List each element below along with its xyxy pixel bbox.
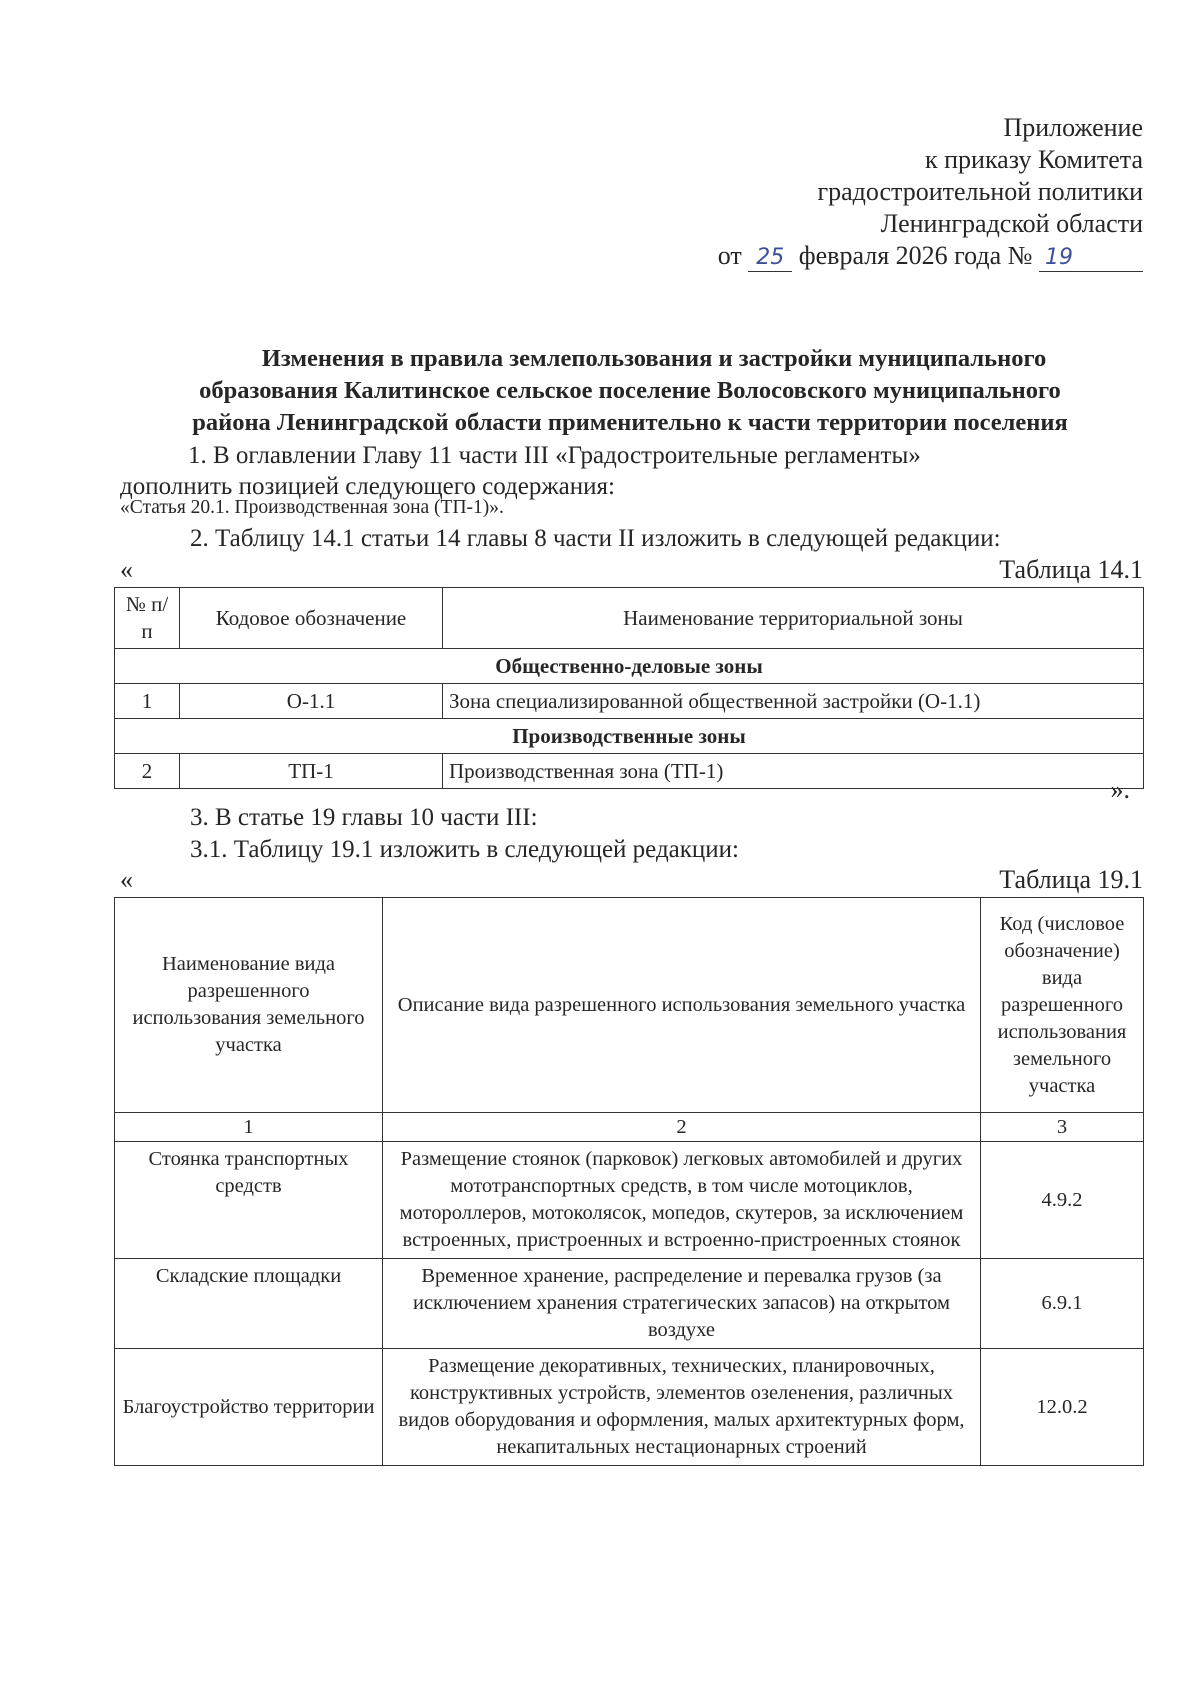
table-14-1 — [114, 587, 1144, 789]
cell-use-description: Размещение стоянок (парковок) легковых автомобилей и других мототранспортных средств, в том числе мотоциклов, мотороллеров, мотоколясок, мопедов, скутеров, за исключением встроенных, пристроенных и встроенно-пристроенных стоянок — [383, 1142, 981, 1259]
header-cell: Наименование территориальной зоны — [443, 588, 1144, 649]
cell-code: О-1.1 — [180, 684, 443, 719]
cell-num: 1 — [115, 684, 180, 719]
table-group-row — [115, 719, 1144, 754]
title-line: образования Калитинское сельское поселение Волосовского муниципального — [199, 377, 1061, 404]
header-line: градостроительной политики — [817, 177, 1143, 206]
header-cell: Наименование вида разрешенного использования земельного участка — [115, 898, 383, 1113]
header-date-line — [718, 240, 1143, 272]
header-cell: Кодовое обозначение — [180, 588, 443, 649]
cell-use-name: Складские площадки — [115, 1259, 383, 1349]
header-line: Приложение — [1003, 113, 1143, 142]
date-text: февраля 2026 года № — [798, 241, 1033, 270]
group-cell: Производственные зоны — [115, 719, 1144, 754]
title-line: района Ленинградской области применительно к части территории поселения — [192, 409, 1068, 436]
paragraph-3: 3. В статье 19 главы 10 части III: — [190, 804, 538, 831]
inserted-article-line: «Статья 20.1. Производственная зона (ТП-1)». — [120, 497, 504, 518]
header-cell: № п/п — [115, 588, 180, 649]
cell-use-name: Благоустройство территории — [115, 1349, 383, 1466]
cell-use-code: 4.9.2 — [981, 1142, 1144, 1259]
header-line: Ленинградской области — [880, 209, 1143, 238]
close-quote: ». — [1110, 775, 1130, 804]
table-row — [115, 684, 1144, 719]
cell-name: Производственная зона (ТП-1) — [443, 754, 1144, 789]
table-row — [115, 1142, 1144, 1259]
cell-name: Зона специализированной общественной застройки (О-1.1) — [443, 684, 1144, 719]
column-number: 1 — [115, 1113, 383, 1142]
cell-num: 2 — [115, 754, 180, 789]
cell-code: ТП-1 — [180, 754, 443, 789]
appendix-header — [718, 112, 1143, 272]
header-line: к приказу Комитета — [924, 145, 1143, 174]
date-prefix: от — [717, 241, 742, 270]
paragraph-2: 2. Таблицу 14.1 статьи 14 главы 8 части II изложить в следующей редакции: — [190, 525, 1001, 552]
table-19-1 — [114, 897, 1144, 1466]
document-title — [110, 343, 1150, 439]
table-header-row — [115, 898, 1144, 1113]
table-group-row — [115, 649, 1144, 684]
paragraph-text-cont: дополнить позицией следующего содержания: — [120, 473, 615, 500]
column-number: 2 — [383, 1113, 981, 1142]
header-cell: Код (числовое обозначение) вида разрешенного использования земельного участка — [981, 898, 1144, 1113]
handwritten-order-number: 19 — [1039, 245, 1143, 272]
table-19-caption: Таблица 19.1 — [999, 865, 1143, 894]
column-number-row — [115, 1113, 1144, 1142]
cell-use-code: 6.9.1 — [981, 1259, 1144, 1349]
header-cell: Описание вида разрешенного использования земельного участка — [383, 898, 981, 1113]
table-row — [115, 1349, 1144, 1466]
column-number: 3 — [981, 1113, 1144, 1142]
cell-use-name: Стоянка транспортных средств — [115, 1142, 383, 1259]
cell-use-description: Размещение декоративных, технических, планировочных, конструктивных устройств, элементов озеленения, различных видов оборудования и оформления, малых архитектурных форм, некапитальных нестационарных строений — [383, 1349, 981, 1466]
cell-use-code: 12.0.2 — [981, 1349, 1144, 1466]
table-14-caption: Таблица 14.1 — [999, 555, 1143, 584]
open-quote: « — [120, 555, 133, 584]
open-quote: « — [120, 865, 133, 894]
table-row — [115, 1259, 1144, 1349]
group-cell: Общественно-деловые зоны — [115, 649, 1144, 684]
handwritten-day: 25 — [748, 245, 792, 272]
table-header-row — [115, 588, 1144, 649]
paragraph-1 — [120, 440, 1145, 502]
paragraph-3-1: 3.1. Таблицу 19.1 изложить в следующей редакции: — [190, 836, 739, 863]
table-row — [115, 754, 1144, 789]
paragraph-text: 1. В оглавлении Главу 11 части III «Градостроительные регламенты» — [188, 442, 921, 469]
title-line: Изменения в правила землепользования и застройки муниципального — [261, 345, 1047, 372]
cell-use-description: Временное хранение, распределение и перевалка грузов (за исключением хранения стратегических запасов) на открытом воздухе — [383, 1259, 981, 1349]
